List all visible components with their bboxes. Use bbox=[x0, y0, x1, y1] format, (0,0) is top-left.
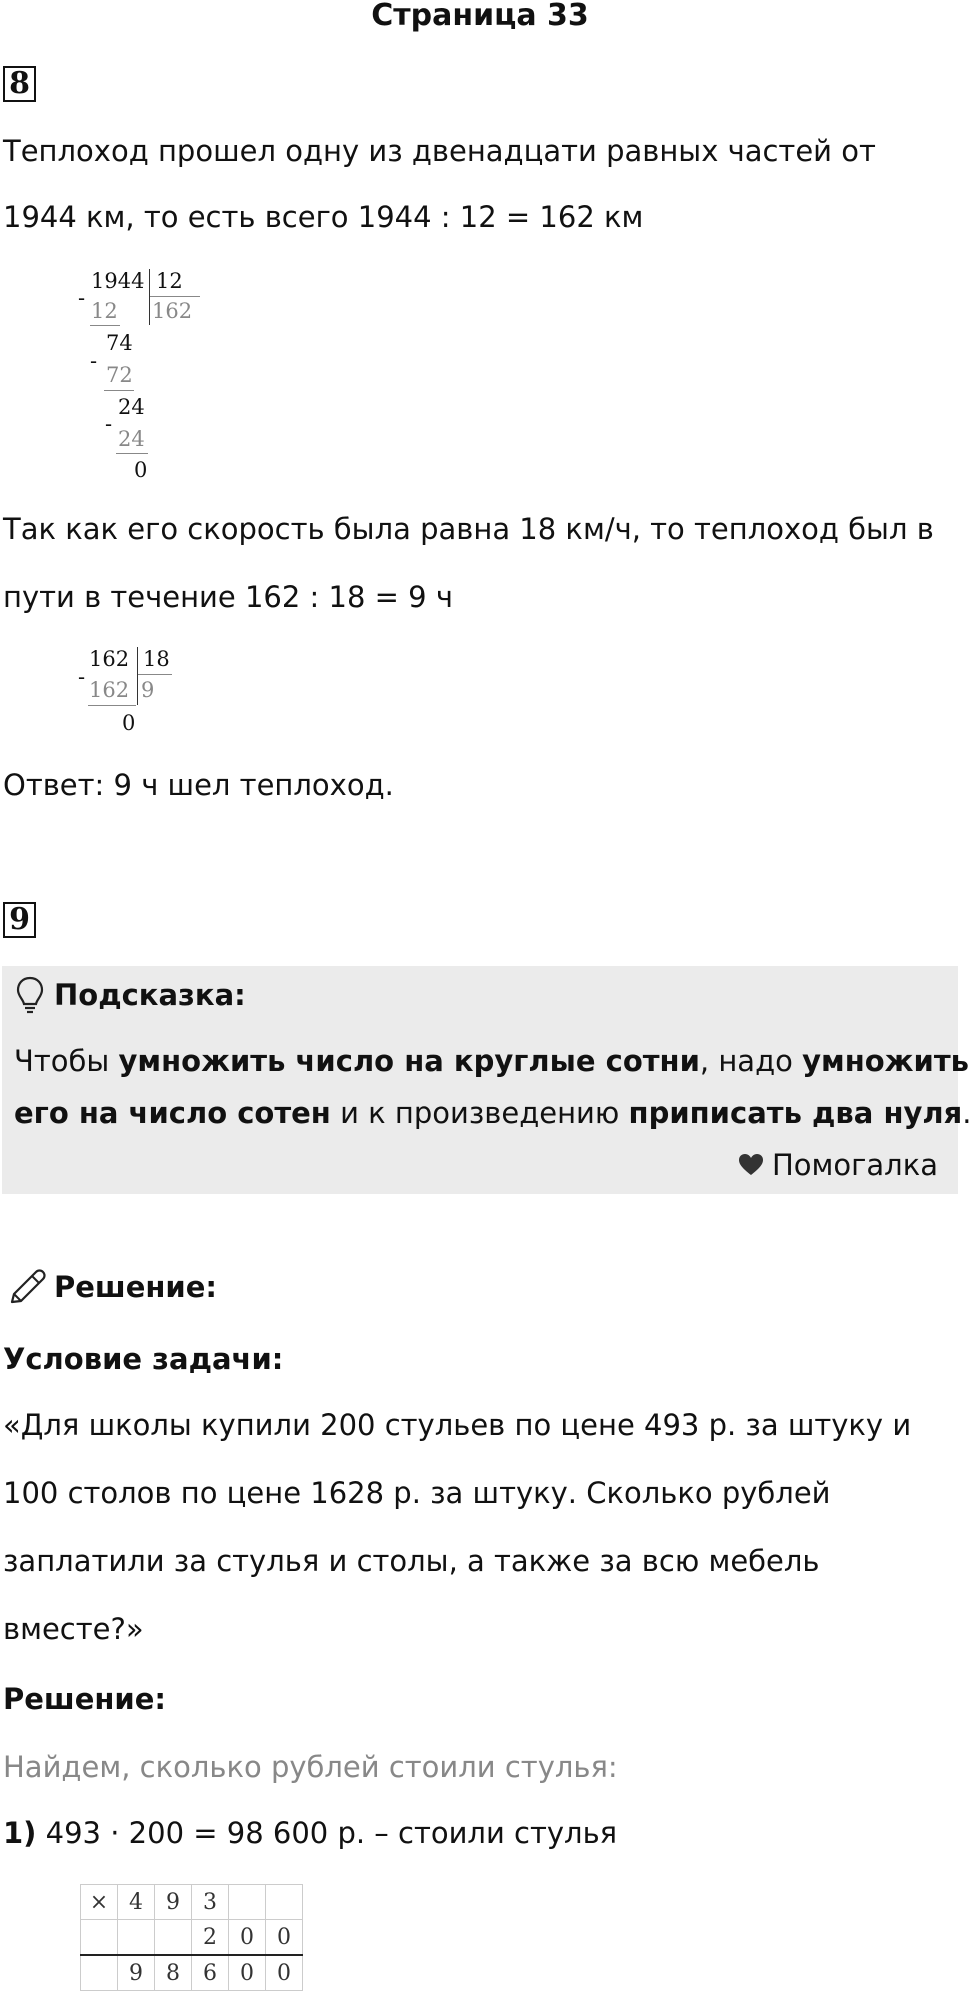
div1-subtrahend-1: 12 bbox=[91, 299, 118, 323]
condition-line-3: заплатили за стулья и столы, а также за всю мебель bbox=[3, 1544, 820, 1578]
mult-cell bbox=[229, 1885, 266, 1920]
solution-label: Решение: bbox=[3, 1682, 167, 1716]
step-1: 1) 493 · 200 = 98 600 р. – стоили стулья bbox=[3, 1816, 618, 1850]
condition-header: Условие задачи: bbox=[3, 1342, 284, 1376]
task8-text-line-1: Теплоход прошел одну из двенадцати равных частей от bbox=[3, 134, 876, 168]
div1-vertical-line bbox=[149, 269, 150, 325]
hint-line-2: его на число сотен и к произведению приписать два нуля. bbox=[14, 1096, 971, 1130]
div1-divisor-line bbox=[150, 296, 200, 297]
page-title: Страница 33 bbox=[371, 0, 589, 33]
mult-cell: 9 bbox=[155, 1885, 192, 1920]
div1-line-3 bbox=[116, 453, 148, 454]
mult-cell bbox=[266, 1885, 303, 1920]
div1-divisor: 12 bbox=[156, 269, 183, 293]
div1-minus-1: - bbox=[78, 286, 86, 310]
div2-divisor: 18 bbox=[143, 647, 170, 671]
solution-title: Решение: bbox=[54, 1270, 218, 1304]
task-number-9: 9 bbox=[3, 902, 36, 938]
step-intro: Найдем, сколько рублей стоили стулья: bbox=[3, 1750, 618, 1784]
div1-line-2 bbox=[104, 390, 134, 391]
task8-text-line-2: 1944 км, то есть всего 1944 : 12 = 162 км bbox=[3, 200, 644, 234]
mult-cell: 0 bbox=[229, 1920, 266, 1956]
mult-row-result bbox=[81, 1955, 303, 1991]
condition-line-2: 100 столов по цене 1628 р. за штуку. Сколько рублей bbox=[3, 1476, 831, 1510]
div2-vertical-line bbox=[137, 647, 138, 705]
solution-header bbox=[6, 1266, 217, 1308]
div1-subtrahend-3: 24 bbox=[118, 427, 145, 451]
hint-line-1: Чтобы умножить число на круглые сотни, надо умножить bbox=[14, 1044, 969, 1078]
div1-minus-3: - bbox=[105, 412, 113, 436]
mult-row-1 bbox=[81, 1885, 303, 1920]
heart-icon bbox=[738, 1153, 764, 1177]
mult-cell: 9 bbox=[118, 1955, 155, 1991]
lightbulb-icon bbox=[16, 976, 44, 1014]
mult-cell bbox=[118, 1920, 155, 1956]
condition-line-4: вместе?» bbox=[3, 1612, 144, 1646]
mult-cell: 3 bbox=[192, 1885, 229, 1920]
task8-text-line-3: Так как его скорость была равна 18 км/ч, то теплоход был в bbox=[3, 512, 934, 546]
div1-remainder-final: 0 bbox=[134, 458, 148, 482]
task-number-8: 8 bbox=[3, 66, 36, 102]
mult-cell: 0 bbox=[266, 1955, 303, 1991]
mult-cell: 8 bbox=[155, 1955, 192, 1991]
div1-subtrahend-2: 72 bbox=[106, 363, 133, 387]
div1-quotient: 162 bbox=[152, 299, 193, 323]
column-multiplication bbox=[80, 1884, 303, 1991]
mult-cell: 0 bbox=[266, 1920, 303, 1956]
task8-answer: Ответ: 9 ч шел теплоход. bbox=[3, 768, 394, 802]
mult-cell: 6 bbox=[192, 1955, 229, 1991]
mult-cell bbox=[155, 1920, 192, 1956]
div2-remainder: 0 bbox=[122, 711, 136, 735]
mult-cell bbox=[81, 1955, 118, 1991]
div1-remainder-1: 74 bbox=[106, 331, 133, 355]
brand-signature bbox=[738, 1148, 938, 1182]
condition-line-1: «Для школы купили 200 стульев по цене 493 р. за штуку и bbox=[3, 1408, 912, 1442]
div2-dividend: 162 bbox=[89, 647, 130, 671]
brand-name: Помогалка bbox=[772, 1148, 938, 1182]
div2-divisor-line bbox=[138, 674, 172, 675]
div2-quotient: 9 bbox=[141, 678, 155, 702]
div1-remainder-2: 24 bbox=[118, 395, 145, 419]
mult-cell: × bbox=[81, 1885, 118, 1920]
hint-box bbox=[2, 966, 971, 1194]
mult-row-2 bbox=[81, 1920, 303, 1956]
hint-header bbox=[16, 976, 246, 1014]
mult-cell: 4 bbox=[118, 1885, 155, 1920]
div1-dividend: 1944 bbox=[91, 269, 145, 293]
div2-line bbox=[88, 705, 136, 706]
div1-line-1 bbox=[90, 325, 120, 326]
div1-minus-2: - bbox=[90, 349, 98, 373]
task8-text-line-4: пути в течение 162 : 18 = 9 ч bbox=[3, 580, 453, 614]
mult-cell: 2 bbox=[192, 1920, 229, 1956]
mult-cell bbox=[81, 1920, 118, 1956]
mult-cell: 0 bbox=[229, 1955, 266, 1991]
pencil-icon bbox=[6, 1266, 48, 1308]
div2-subtrahend: 162 bbox=[89, 678, 130, 702]
div2-minus: - bbox=[78, 665, 86, 689]
hint-title: Подсказка: bbox=[54, 978, 246, 1012]
